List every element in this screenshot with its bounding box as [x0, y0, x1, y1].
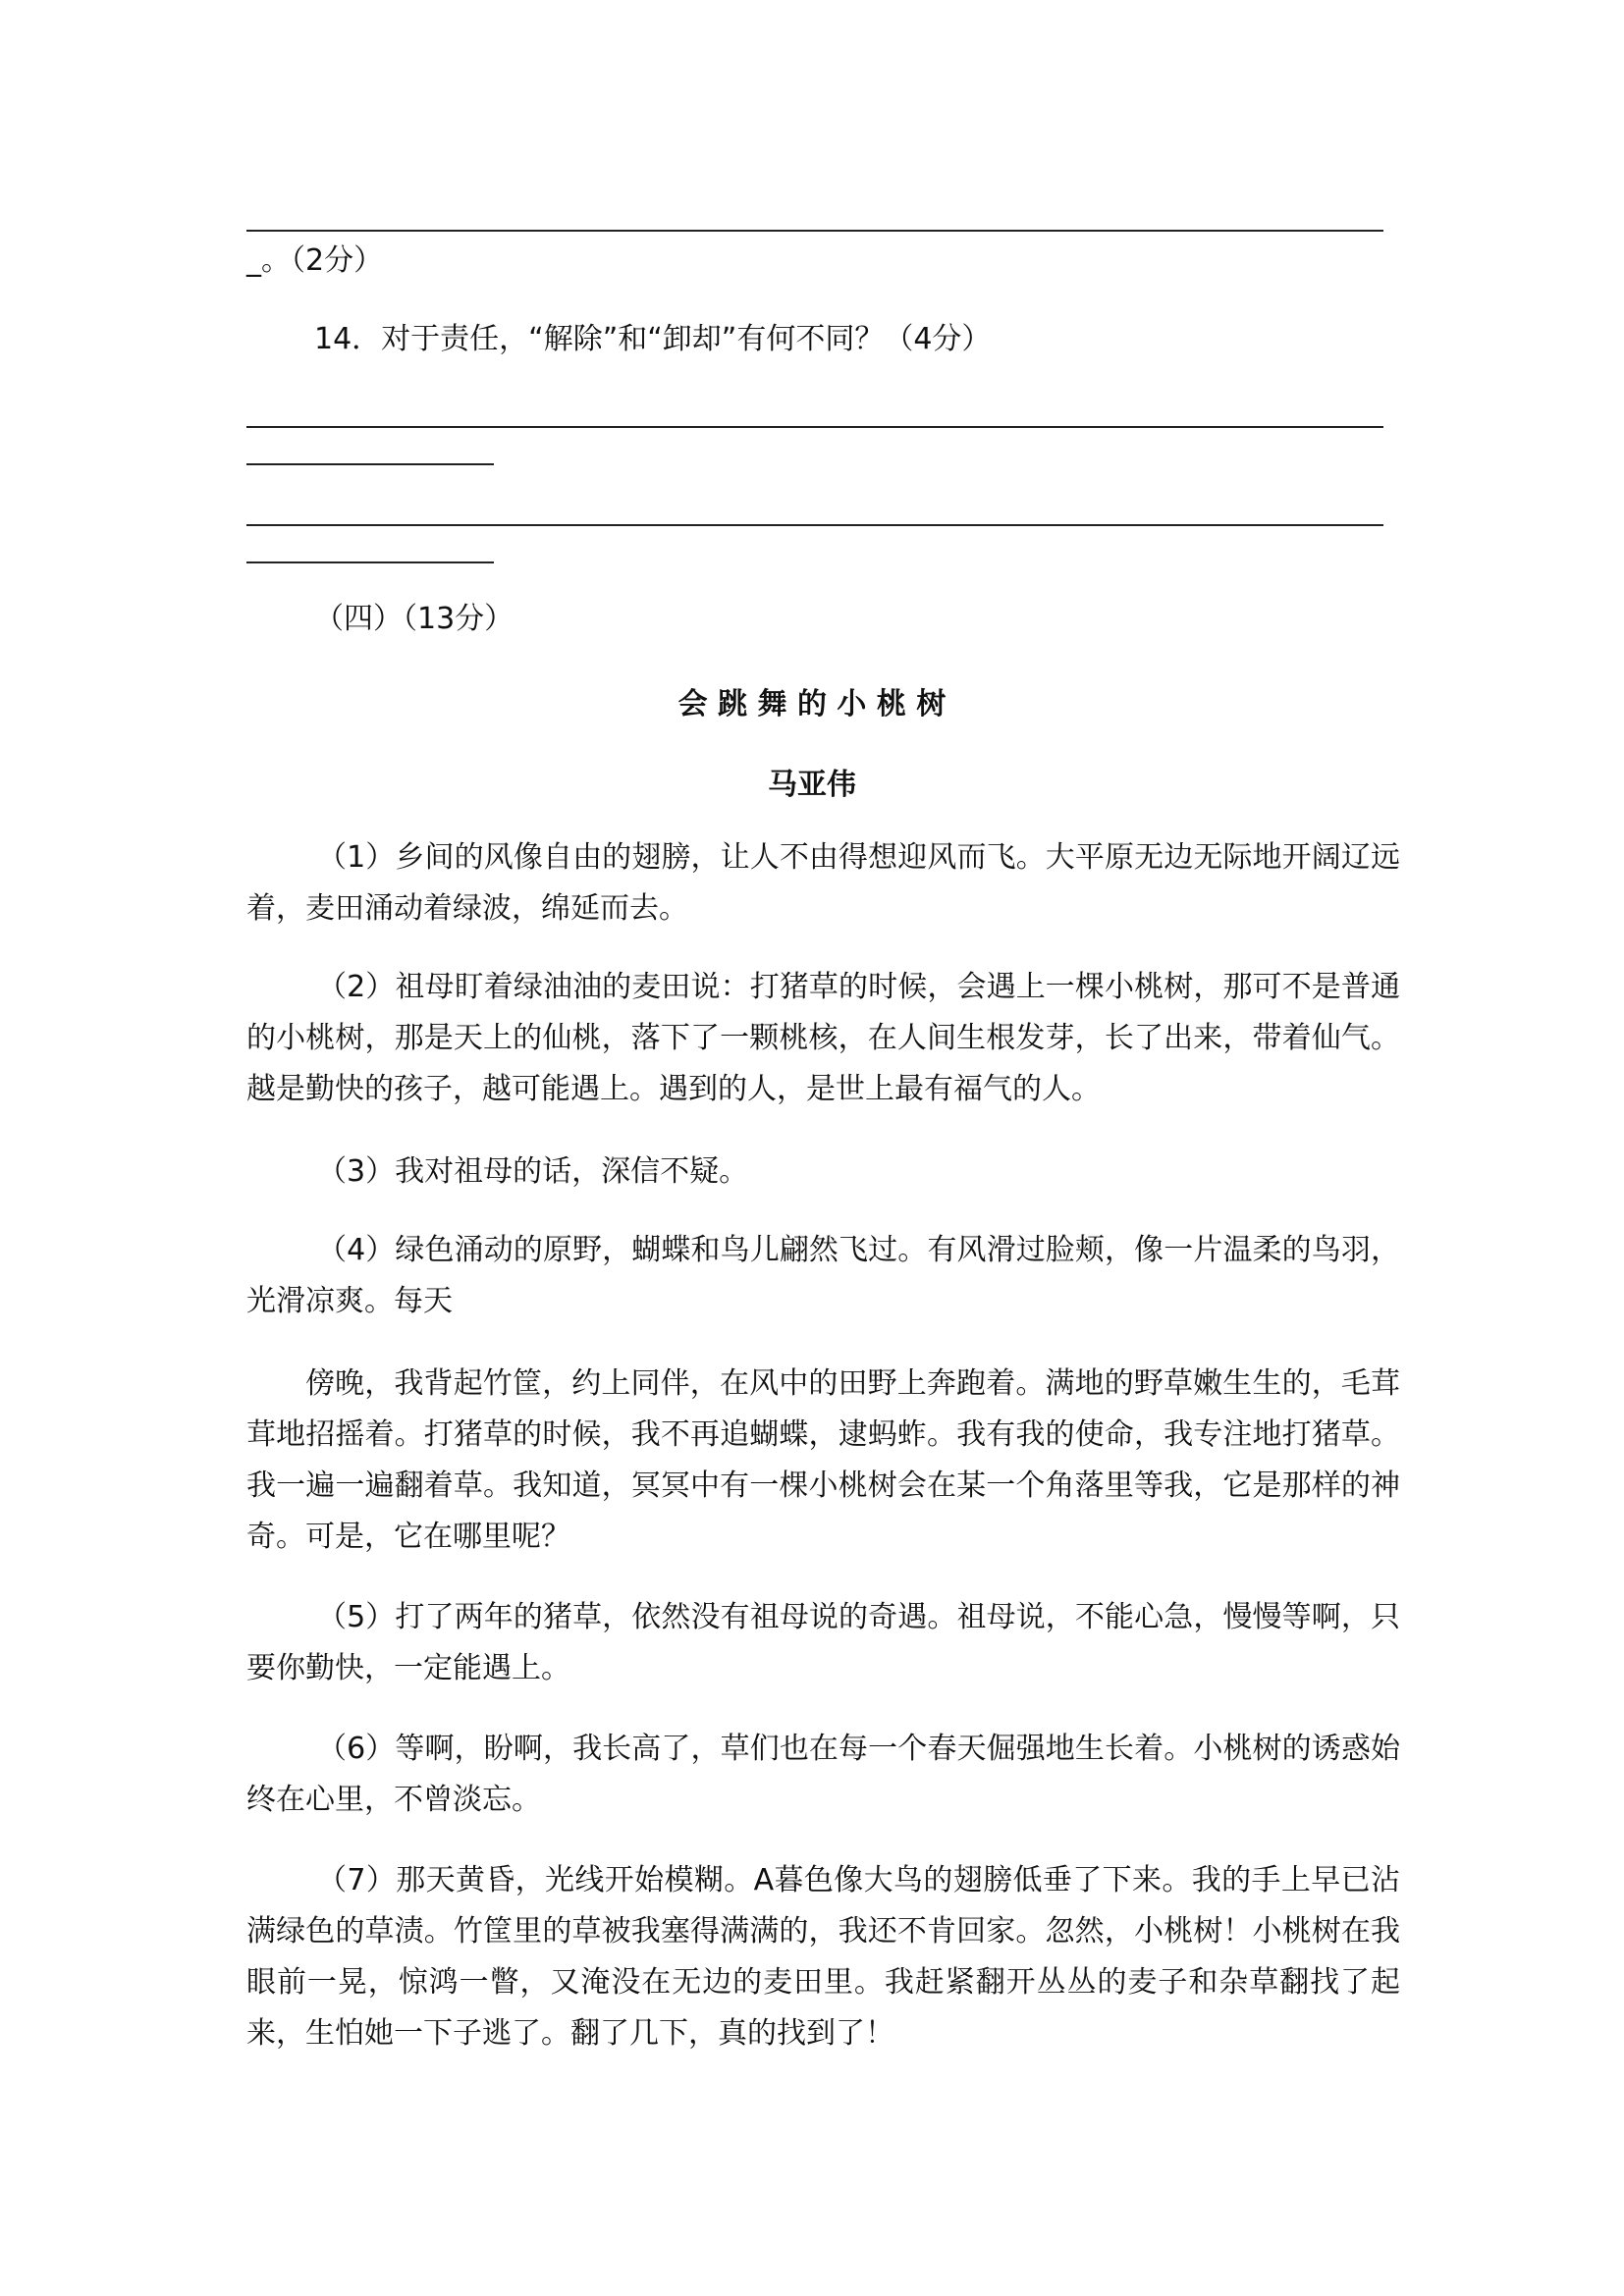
paragraph-3: （3）我对祖母的话，深信不疑。: [317, 1154, 749, 1189]
article-author: 马亚伟: [768, 768, 856, 802]
paragraph-5: （5）打了两年的猪草，依然没有祖母说的奇遇。祖母说，不能心急，慢慢等啊，只要你勤快，一定能遇上。: [246, 1600, 1400, 1685]
paragraph-6: （6）等啊，盼啊，我长高了，草们也在每一个春天倔强地生长着。小桃树的诱惑始终在心里，不曾淡忘。: [246, 1732, 1400, 1817]
section-heading: （四）（13分）: [314, 602, 514, 636]
paragraph-7: （7）那天黄昏，光线开始模糊。A暮色像大鸟的翅膀低垂了下来。我的手上早已沾满绿色的草渍。竹筐里的草被我塞得满满的，我还不肯回家。忽然，小桃树！小桃树在我眼前一晃，惊鸿一瞥，又淹没在无边的麦田里。我赶紧翻开丛丛的麦子和杂草翻找了起来，生怕她一下子逃了。翻了几下，真的找到了！: [246, 1863, 1400, 2051]
score-note: _。（2分）: [246, 243, 384, 278]
paragraph-4-continued: 傍晚，我背起竹筐，约上同伴，在风中的田野上奔跑着。满地的野草嫩生生的，毛茸茸地招摇着。打猪草的时候，我不再追蝴蝶，逮蚂蚱。我有我的使命，我专注地打猪草。我一遍一遍翻着草。我知道，冥冥中有一棵小桃树会在某一个角落里等我，它是那样的神奇。可是，它在哪里呢？: [246, 1366, 1400, 1554]
question-14: 14．对于责任，“解除”和“卸却”有何不同？（4分）: [314, 322, 992, 356]
answer-line: [246, 524, 1383, 526]
answer-line: [246, 561, 494, 563]
answer-line: [246, 426, 1383, 428]
paragraph-2: （2）祖母盯着绿油油的麦田说：打猪草的时候，会遇上一棵小桃树，那可不是普通的小桃树，那是天上的仙桃，落下了一颗桃核，在人间生根发芽，长了出来，带着仙气。越是勤快的孩子，越可能遇上。遇到的人，是世上最有福气的人。: [246, 970, 1400, 1106]
article-title: 会 跳 舞 的 小 桃 树: [677, 687, 947, 721]
paragraph-1: （1）乡间的风像自由的翅膀，让人不由得想迎风而飞。大平原无边无际地开阔辽远着，麦田涌动着绿波，绵延而去。: [246, 840, 1400, 926]
answer-line: [246, 230, 1383, 232]
answer-line: [246, 463, 494, 465]
paragraph-4: （4）绿色涌动的原野，蝴蝶和鸟儿翩然飞过。有风滑过脸颊，像一片温柔的鸟羽，光滑凉爽。每天: [246, 1233, 1400, 1318]
